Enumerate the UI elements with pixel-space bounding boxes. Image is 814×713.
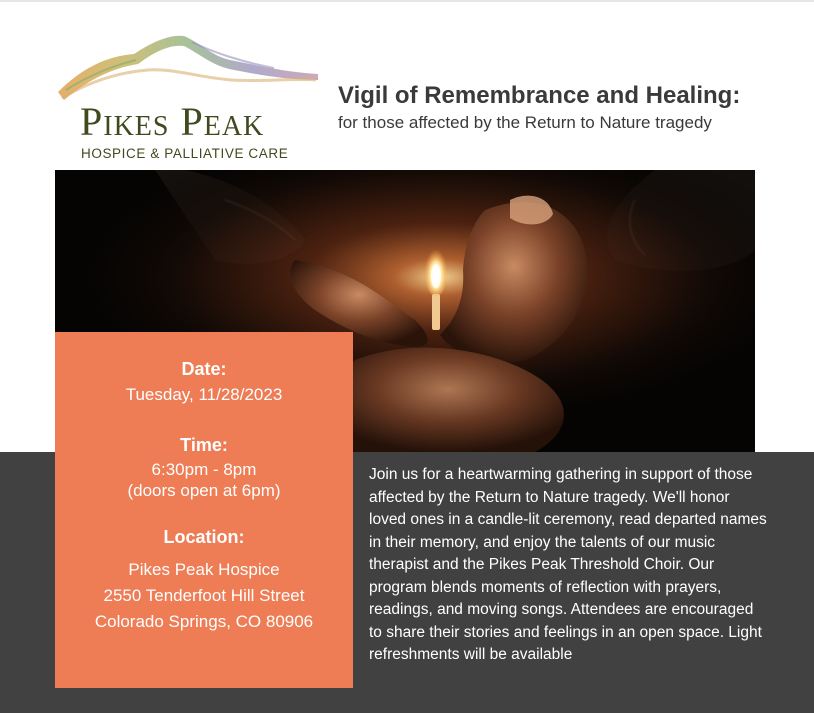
time-value: 6:30pm - 8pm: [151, 460, 257, 479]
event-subtitle: for those affected by the Return to Nature tragedy: [338, 113, 712, 132]
date-value: Tuesday, 11/28/2023: [125, 385, 283, 404]
logo-subtitle: HOSPICE & PALLIATIVE CARE: [81, 146, 289, 161]
mountain-brush-icon: [52, 28, 322, 108]
event-title: Vigil of Remembrance and Healing:: [338, 82, 741, 109]
date-label: Date:: [181, 359, 227, 379]
pikes-peak-logo: [52, 28, 322, 163]
location-label: Location:: [163, 527, 245, 547]
event-details-box: [55, 332, 353, 688]
time-note: (doors open at 6pm): [127, 481, 281, 500]
location-street: 2550 Tenderfoot Hill Street: [103, 586, 305, 605]
top-divider: [0, 0, 814, 2]
time-label: Time:: [180, 435, 228, 455]
location-name: Pikes Peak Hospice: [128, 560, 280, 579]
event-description: Join us for a heartwarming gathering in support of those affected by the Return to Nature tragedy. We'll honor loved ones in a candle-lit ceremony, read departed names in their memory, and enjoy the talents of our music therapist and the Pikes Peak Threshold Choir. Our program blends moments of reflection with prayers, readings, and moving songs. Attendees are encouraged to share their stories and feelings in an open space. Light refreshments will be available: [369, 466, 767, 663]
logo-name: Pikes Peak: [80, 99, 265, 144]
location-city: Colorado Springs, CO 80906: [94, 612, 314, 631]
